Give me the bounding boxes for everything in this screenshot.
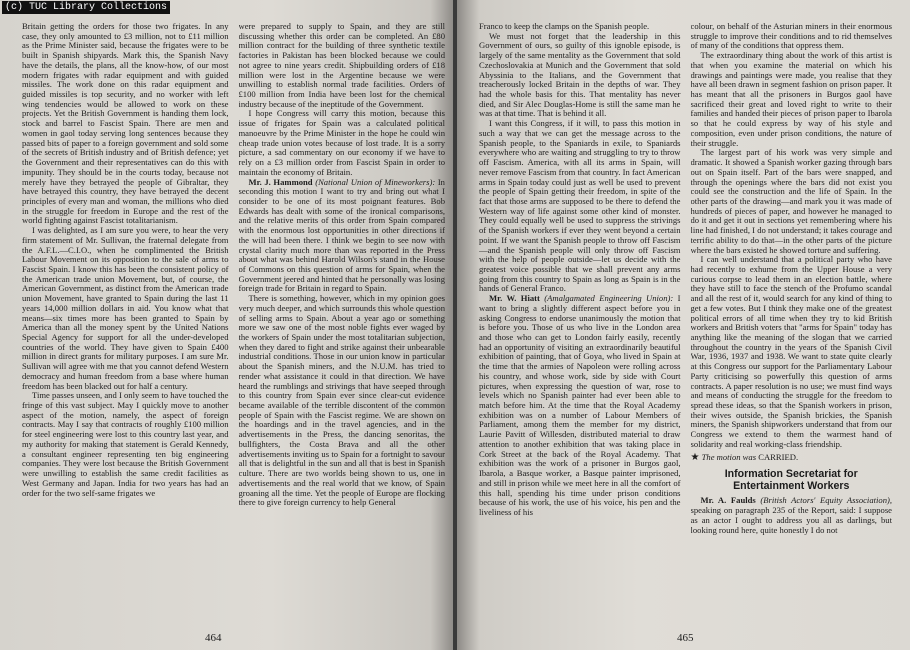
motion-carried: CARRIED. [758, 451, 799, 462]
right-page [457, 0, 910, 650]
speech-text: In seconding this motion I want to try and bring out what I consider to be one of its most poignant features. Bob Edwards has dealt with some of the ironical comparisons, and the relative merits of this order from Spain compared with the enormous lost opportunities in other directions if the will had been there. I think we begin to see now with crystal clarity much more than was reported in the Press about what was behind Harold Wilson's stand in the House of Commons on this question of arms for Spain, when the Government jeered and hinted that he personally was losing foreign trade for Britain in regard to Spain. [238, 176, 445, 294]
left-column-2 [239, 22, 446, 614]
paragraph: I was delighted, as I am sure you were, to hear the very firm statement of Mr. Sullivan, the fraternal delegate from the A.F.L.—C.I.O., when he complimented the British Labour Movement on its opposition to the sale of arms to Fascist Spain. I know this has been the consistent policy of the American trade union Movement, but, of course, the American Government, as distinct from the American trade union Movement, have granted to Spain during the last 11 years 14,000 million dollars in aid. You know what that means—six times more has been granted to Spain by America than all the money spent by the United Nations Special Agency for support for all the under-developed countries of the world. They have given to Spain £400 million in direct grants for military purposes. I am sure Mr. Sullivan will agree with me that you cannot defend Western democracy and human freedom from a base where human freedom has been blacked out for half a century. [22, 225, 229, 391]
speech-text: speaking on paragraph 235 of the Report, said: I suppose as an actor I ought to address you all as darlings, but looking round here, quite honestly I do not [690, 505, 892, 535]
page-number: 464 [205, 632, 222, 644]
paragraph: I hope Congress will carry this motion, because this issue of frigates for Spain was a calculated political manoeuvre by the Prime Minister in the hope he could win cheap trade union votes because of lost trade. It is a sorry picture, a sad commentary on our economy if we have to rely on a £3 million order from Fascist Spain in order to maintain the economy of Britain. [238, 108, 445, 177]
speaker-affiliation: (National Union of Mineworkers): [315, 176, 436, 187]
right-column-1 [479, 22, 681, 614]
speaker-paragraph [691, 496, 893, 535]
paragraph: The extraordinary thing about the work of this artist is that when you examine the material on which his drawings and paintings were made, you realise that they have all been drawn in segment fashion on prison paper. It has meant that all the prisoners in Burgos gaol have sacrificed their great and loved right to write to their families and handed their pieces of prison paper to Ibarola so that he could express by way of his style and composition, even under prison conditions, the nature of their struggle. [690, 50, 892, 148]
speaker-name: Mr. W. Hiatt [489, 293, 540, 304]
left-column-1 [22, 22, 229, 614]
speaker-paragraph [239, 178, 446, 295]
motion-label: The motion was [701, 451, 757, 462]
speaker-paragraph [479, 294, 681, 518]
section-heading-line-2: Entertainment Workers [733, 480, 850, 493]
paragraph: colour, on behalf of the Asturian miners in their enormous struggle to improve their conditions and to rid themselves of many of the conditions that oppress them. [690, 22, 892, 51]
paragraph: were prepared to supply to Spain, and they are still discussing whether this order can be completed. An £80 million contract for the building of three synthetic textile factories in Pakistan has been blocked because we could not agree to nine years credit. Shipbuilding orders of £18 million were lost in the Argentine because we were unwilling to establish normal trade facilities. Orders of £100 million from India have been lost for the chemical industry because of the ineptitude of the Government. [238, 22, 445, 109]
page-number: 465 [677, 632, 694, 644]
section-heading [691, 468, 893, 492]
speaker-name: Mr. A. Faulds [700, 495, 756, 506]
paragraph: I can well understand that a political party who have had recently to exhume from the Upper House a very curious corpse to lead them in an election battle, where they have still to face the stench of the Profumo scandal and all the rest of it, would search for any kind of thing to get a few votes. But I think they make one of the greatest political errors of all time when they try to kid British workers and British voters that "arms for Spain" today has anything like the meaning of the slogan that we carried throughout the country in the years of the Spanish Civil War, 1936, 1937 and 1938. We want to state quite clearly at this Congress our support for the Parliamentary Labour Party criticising so powerfully this question of arms contracts. A paper resolution is no use; we must find ways and means of conducting the struggle for the freedom to spread these ideas, so that the Spanish workers in prison, their wives outside, the Spanish brickies, the Spanish miners, the Spanish shipworkers understand that from our Congress we extend to them the warmest hand of solidarity and real working-class friendship. [690, 254, 892, 449]
speaker-affiliation: (British Actors' Equity Association), [760, 495, 892, 506]
paragraph: Franco to keep the clamps on the Spanish people. [479, 22, 650, 31]
left-page-columns [22, 22, 445, 614]
paragraph: There is something, however, which in my opinion goes very much deeper, and which surrounds this whole question of selling arms to Spain. About a year ago or something more we saw one of the most noble fights ever waged by the workers of Spain under the most totalitarian subjection, when they dared to fight and strike against their unbearable industrial conditions. Those in our union know in particular about the Spanish miners, and the N.U.M. has tried to render what assistance it could in that direction. We have heard the rumblings and strivings that have seeped through to this country from Spain ever since clear-cut evidence became available of the terrible discontent of the common people of Spain with the Fascist regime. We are shown on the hoardings and in the travel agencies, and in the advertisements in the Press, the dancing senoritas, the bullfighters, the Costa Brava and all the other advertisements inviting us to Spain for a fortnight to savour all that is delightful in the sun and all that is best in Spanish culture. There are two worlds being shown to us, one in advertisements and the real world that we know, of Spain groaning all the time. Yet the people of Europe are flocking there to give foreign currency to help General [238, 293, 445, 508]
collection-watermark: (c) TUC Library Collections [2, 1, 170, 14]
right-page-columns [479, 22, 892, 614]
paragraph: Britain getting the orders for those two frigates. In any case, they only amounted to £3 million, not to £11 million as the Prime Minister said, because the frigates were to be built in Spanish shipyards. Mark this, the Spanish Navy have the details, the plans, all the know-how, of our most modern frigates with radar equipment and with guided missiles. The work done on this radar equipment and guided missiles is top security, and no worker with left wing tendencies would be allowed to work on these projects. Yet the British Government is handing them lock, stock and barrel to Fascist Spain. There are men and women in gaol today serving long sentences because they passed bits of paper to a foreign government and sold some of the secrets of British industry and of British defence; yet the Government and their representatives can do this with impunity. They should be in the courts today, because not merely have they betrayed the people of Gibraltar, they have betrayed this country, they have betrayed the decent principles of every man and woman, the millions who died in the struggle for freedom in Europe and the rest of the world fighting against Fascist totalitarianism. [22, 22, 229, 226]
paragraph: Time passes unseen, and I only seem to have touched the fringe of this vast subject. May I quickly move to another aspect of the motion, namely, the aspect of foreign contracts. May I say that contracts of roughly £100 million for steel engineering were lost to this country last year, and my authority for making that statement is Gerald Kennedy, a consultant engineer representing ten big engineering companies. They were lost because the British Government were unwilling to establish the same credit facilities as West Germany and Japan. India for two years has had an order for the two self-same frigates we [22, 390, 229, 498]
paragraph: We must not forget that the leadership in this Government of ours, so guilty of this ignoble episode, is largely of the same mentality as the Government that sold Czechoslovakia at Munich and the Government that sold Abyssinia to the Italians, and the Government that treacherously locked Britain in the depths of war. They had the whole basis for this. That mentality has never died, and Sir Alec Douglas-Home is still the same man he was at that time. That is behind it all. [479, 30, 681, 119]
left-page [0, 0, 453, 650]
right-column-2 [691, 22, 893, 614]
motion-result [691, 453, 893, 463]
speech-text: I want to bring a slightly different aspect before you in asking Congress to endorse unanimously the motion that is before you. Those of us who live in the London area and those who can get to London fairly easily, recently had an opportunity of visiting an extraordinarily beautiful exhibition of painting, that of Goya, who lived in Spain at the time that the armies of Napoleon were rolling across his country, and whose work, side by side with Court pictures, when expressing the question of war, rose to levels which no Spanish painter had ever been able to match before him. At the time that the Royal Academy exhibition was on a number of Labour Members of Parliament, among them the member for my district, Laurie Pavitt of Willesden, distributed material to draw attention to another exhibition that was taking place in Cork Street at the back of the Royal Academy. That exhibition was the work of a prisoner in Burgos gaol, Ibarola, a Basque worker, a Basque painter imprisoned, and still in prison while we meet here in all the comfort of this hall, spending his time under prison conditions because of his work, the use of his voice, his pen and the liveliness of his [479, 293, 681, 517]
paragraph: The largest part of his work was very simple and dramatic. It showed a Spanish worker gazing through bars out on Spain itself. Part of the bars were snapped, and through the openings where the bars did not exist you could see the construction and the life of Spain. In the other parts of the drawing—and mark you it was made of hundreds of pieces of paper, and however he managed to do it and get it out in sections yet remembering where his line had finished, I do not understand; it takes courage and terrific ability to do that—in the other parts of the picture where the bars existed he showed torture and suffering. [690, 147, 892, 255]
paragraph: I want this Congress, if it will, to pass this motion in such a way that we can get the message across to the Spanish people, to the Spaniards in exile, to Spaniards everywhere who are waiting and struggling to try to throw off Fascism. America, with all its arms in Spain, will never remove Fascism from that country. In fact American arms in Spain today could just as well be used to prevent the people of Spain getting their freedom, in spite of the fact that those arms are supposed to be there to defend the Western way of life against some other kind of monster. They could equally well be used to suppress the strivings of the Spanish workers if ever they went beyond a certain point. If we want the Spanish people to throw off Fascism—and the Spanish people will only throw off Fascism with the help of people outside—let us decide with the greatest voice possible that we shall prevent any arms going from this country to Spain as long as Spain is in the hands of General Franco. [479, 118, 681, 294]
section-heading-line-1: Information Secretariat for [724, 468, 858, 481]
speaker-name: Mr. J. Hammond [248, 176, 313, 187]
star-icon: ★ [690, 451, 700, 463]
speaker-affiliation: (Amalgamated Engineering Union): [544, 293, 674, 304]
